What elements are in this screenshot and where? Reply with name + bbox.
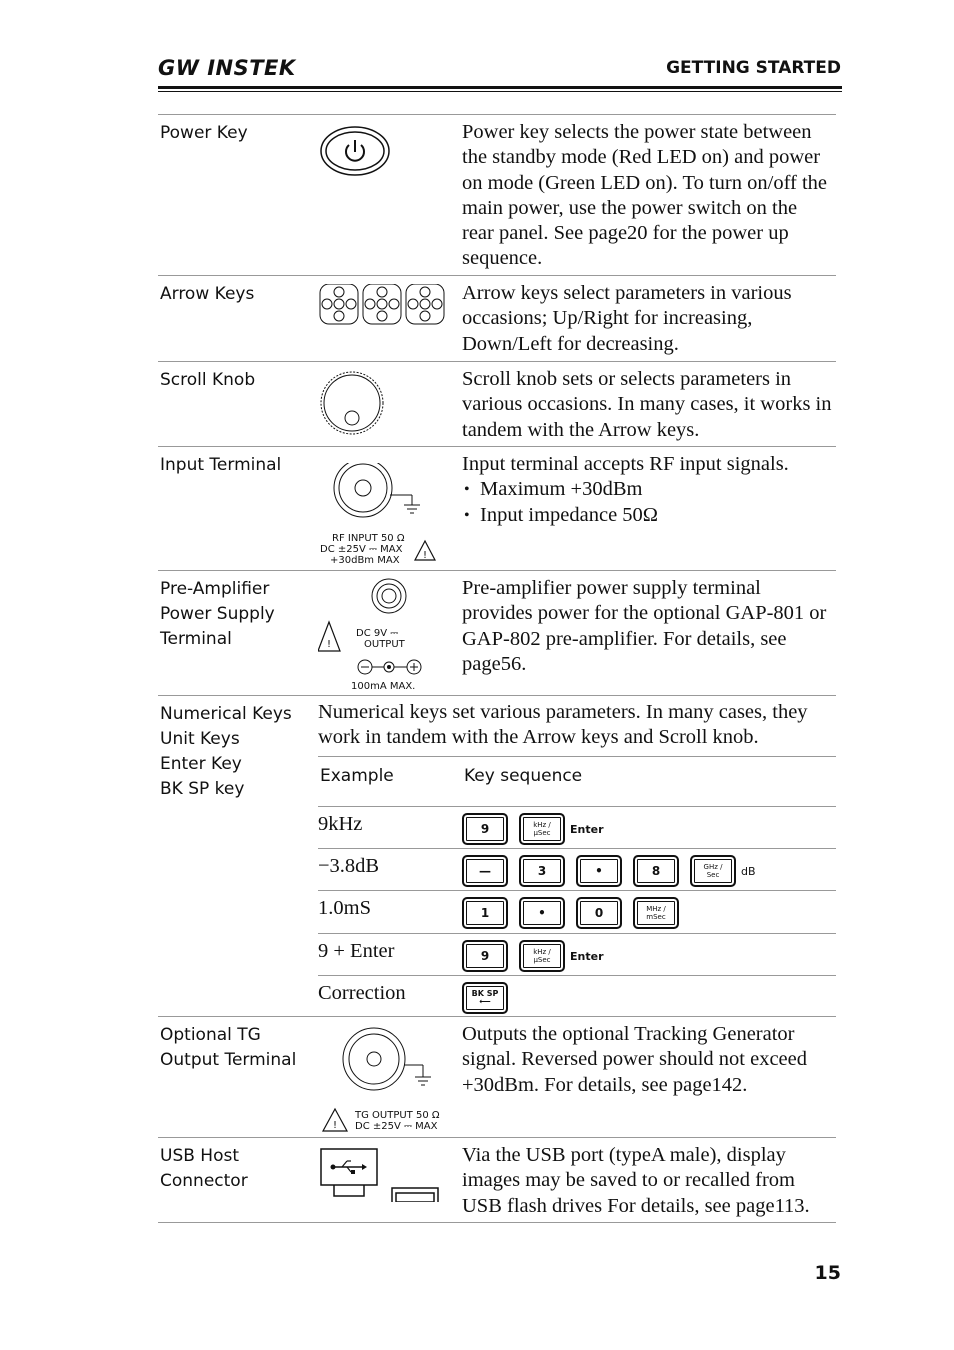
- section-title: GETTING STARTED: [666, 58, 841, 78]
- key-enter-label: Enter: [570, 949, 604, 963]
- example-label: 9 + Enter: [318, 940, 395, 962]
- key-3: 3: [519, 855, 565, 887]
- rf-input-terminal-icon: [318, 463, 442, 567]
- brand-logo: GW INSTEK: [158, 56, 296, 80]
- spec-list: [462, 477, 834, 528]
- key-ghz-sec: GHz / Sec: [690, 855, 736, 887]
- row-scroll-knob: [158, 361, 836, 447]
- key-sequence: [462, 855, 756, 887]
- key-minus: —: [462, 855, 508, 887]
- header-rule-thin: [158, 91, 842, 92]
- page-number: 15: [814, 1262, 841, 1284]
- row-power-key: [158, 114, 836, 276]
- key-9: 9: [462, 940, 508, 972]
- row-label: Optional TG Output Terminal: [160, 1025, 297, 1070]
- power-key-icon: [318, 125, 392, 177]
- spec-item: • Maximum +30dBm: [480, 477, 834, 502]
- example-column-header: Example: [320, 766, 394, 786]
- row-label: Numerical Keys Unit Keys Enter Key BK SP key: [160, 704, 292, 799]
- preamp-power-terminal-icon: [318, 577, 436, 693]
- row-description: Power key selects the power state between the standby mode (Red LED on) and power on mode (Green LED on). To turn on/off the main power, use the power switch on the rear panel. See page20 for the power up sequence.: [462, 121, 828, 270]
- example-label: 1.0mS: [318, 897, 371, 919]
- terminal-rating-text: 100mA MAX.: [351, 681, 416, 692]
- arrow-keys-icon: [318, 284, 448, 326]
- example-row-9khz: [318, 806, 836, 849]
- key-8: 8: [633, 855, 679, 887]
- key-khz-usec: kHz / µSec: [519, 940, 565, 972]
- example-row-1-0ms: [318, 890, 836, 934]
- key-1: 1: [462, 897, 508, 929]
- terminal-rating-text: OUTPUT: [364, 639, 405, 650]
- example-label: 9kHz: [318, 813, 363, 835]
- example-row-9-enter: [318, 933, 836, 976]
- header-rule: [158, 86, 842, 89]
- row-description: Outputs the optional Tracking Generator signal. Reversed power should not exceed +30dBm. For details, see page142.: [462, 1023, 807, 1096]
- tg-output-terminal-icon: [318, 1025, 458, 1135]
- spec-item: • Input impedance 50Ω: [480, 503, 834, 528]
- row-label: Power Key: [160, 123, 248, 143]
- row-tg-output: [158, 1016, 836, 1138]
- svg-text:!: !: [327, 639, 332, 650]
- key-enter-label: Enter: [570, 822, 604, 836]
- key-9: 9: [462, 813, 508, 845]
- terminal-rating-text: DC ±25V ⎓ MAX: [355, 1121, 438, 1132]
- example-row-correction: [318, 975, 836, 1018]
- svg-text:!: !: [333, 1120, 338, 1131]
- key-dot: •: [576, 855, 622, 887]
- example-header-row: [318, 756, 836, 807]
- sequence-column-header: Key sequence: [464, 766, 583, 786]
- row-description: Pre-amplifier power supply terminal provides power for the optional GAP-801 or GAP-802 pre-amplifier. For details, see page56.: [462, 577, 827, 675]
- key-sequence: [462, 813, 604, 845]
- row-description: Arrow keys select parameters in various occasions; Up/Right for increasing, Down/Left for decreasing.: [462, 282, 792, 355]
- row-preamp-power: [158, 570, 836, 696]
- terminal-rating-text: RF INPUT 50 Ω: [332, 533, 405, 544]
- terminal-rating-text: +30dBm MAX: [330, 555, 400, 566]
- row-usb-host: [158, 1137, 836, 1223]
- key-sequence: [462, 940, 604, 972]
- scroll-knob-icon: [318, 370, 386, 436]
- usb-port-icon: [320, 1148, 444, 1202]
- terminal-rating-text: TG OUTPUT 50 Ω: [355, 1110, 440, 1121]
- row-description: Numerical keys set various parameters. In many cases, they work in tandem with the Arrow keys and Scroll knob.: [318, 701, 808, 749]
- terminal-rating-text: DC 9V ⎓: [356, 628, 399, 639]
- key-sequence: [462, 897, 679, 929]
- row-description: [462, 452, 834, 528]
- key-mhz-msec: MHz / mSec: [633, 897, 679, 929]
- unit-db-label: dB: [741, 864, 756, 878]
- row-description: Scroll knob sets or selects parameters in various occasions. In many cases, it works in tandem with the Arrow keys.: [462, 368, 832, 441]
- example-label: −3.8dB: [318, 855, 380, 877]
- terminal-rating-text: DC ±25V ⎓ MAX: [320, 544, 403, 555]
- key-khz-usec: kHz / µSec: [519, 813, 565, 845]
- table-bottom-rule: [158, 1222, 836, 1223]
- row-arrow-keys: [158, 275, 836, 362]
- key-sequence: [462, 982, 508, 1014]
- key-dot: •: [519, 897, 565, 929]
- row-label: Pre-Amplifier Power Supply Terminal: [160, 579, 275, 649]
- warning-icon: !: [423, 550, 428, 561]
- row-numerical-keys: [158, 695, 836, 1017]
- row-label: Input Terminal: [160, 455, 282, 475]
- row-label: Scroll Knob: [160, 370, 256, 390]
- example-label: Correction: [318, 982, 406, 1004]
- row-label: USB Host Connector: [160, 1146, 248, 1191]
- row-input-terminal: [158, 446, 836, 571]
- row-description: Via the USB port (typeA male), display images may be saved to or recalled from USB flash drives For details, see page113.: [462, 1144, 810, 1217]
- row-label: Arrow Keys: [160, 284, 255, 304]
- example-row-minus-3-8db: [318, 848, 836, 891]
- key-bk-sp: BK SP ⟵: [462, 982, 508, 1014]
- description-text: Input terminal accepts RF input signals.: [462, 453, 789, 475]
- key-0: 0: [576, 897, 622, 929]
